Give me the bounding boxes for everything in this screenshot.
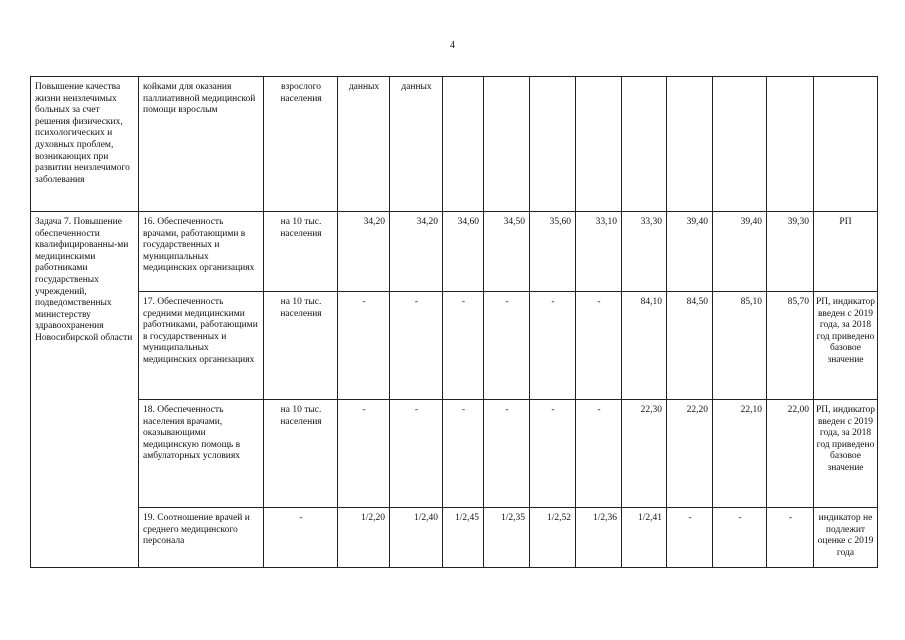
table-row: [31, 212, 878, 292]
task-cell: Задача 7. Повышение обеспеченности квалифицированны-ми медицинскими работниками государственых учреждений, подведомственных министерству здравоохранения Новосибирской области: [31, 212, 139, 568]
value-cell: [443, 77, 484, 212]
indicator-cell: 16. Обеспеченность врачами, работающими в государственных и муниципальных медицинских организациях: [139, 212, 264, 292]
value-cell: 1/2,52: [530, 508, 576, 568]
value-cell: 84,10: [622, 292, 667, 400]
note-cell: РП: [814, 212, 878, 292]
indicator-cell: 17. Обеспеченность средними медицинскими работниками, работающими в государственных и муниципальных медицинских организациях: [139, 292, 264, 400]
value-cell: 33,10: [576, 212, 622, 292]
value-cell: [576, 77, 622, 212]
value-cell: 39,40: [713, 212, 767, 292]
unit-cell: на 10 тыс. населения: [264, 292, 338, 400]
value-cell: -: [338, 292, 390, 400]
value-cell: 84,50: [667, 292, 713, 400]
note-cell: индикатор не подлежит оценке с 2019 года: [814, 508, 878, 568]
value-cell: -: [390, 400, 443, 508]
value-cell: -: [443, 400, 484, 508]
value-cell: -: [530, 400, 576, 508]
value-cell: 22,10: [713, 400, 767, 508]
value-cell: -: [530, 292, 576, 400]
note-cell: РП, индикатор введен с 2019 года, за 2018 год приведено базовое значение: [814, 292, 878, 400]
value-cell: [484, 77, 530, 212]
note-cell: РП, индикатор введен с 2019 года, за 2018 год приведено базовое значение: [814, 400, 878, 508]
value-cell: 33,30: [622, 212, 667, 292]
unit-cell: на 10 тыс. населения: [264, 212, 338, 292]
value-cell: [667, 77, 713, 212]
value-cell: 35,60: [530, 212, 576, 292]
indicator-cell: 19. Соотношение врачей и среднего медицинского персонала: [139, 508, 264, 568]
value-cell: -: [576, 292, 622, 400]
value-cell: 22,00: [767, 400, 814, 508]
note-cell: [814, 77, 878, 212]
indicators-table: [30, 76, 878, 568]
value-cell: данных: [390, 77, 443, 212]
value-cell: 34,50: [484, 212, 530, 292]
unit-cell: -: [264, 508, 338, 568]
value-cell: 1/2,41: [622, 508, 667, 568]
value-cell: -: [713, 508, 767, 568]
value-cell: [767, 77, 814, 212]
value-cell: -: [484, 292, 530, 400]
value-cell: -: [767, 508, 814, 568]
page-number: 4: [450, 40, 455, 51]
value-cell: 1/2,45: [443, 508, 484, 568]
value-cell: 1/2,20: [338, 508, 390, 568]
value-cell: [713, 77, 767, 212]
value-cell: 22,20: [667, 400, 713, 508]
value-cell: 1/2,35: [484, 508, 530, 568]
table-row: [31, 400, 878, 508]
task-cell: Повышение качества жизни неизлечимых больных за счет решения физических, психологических и духовных проблем, возникающих при развитии неизлечимого заболевания: [31, 77, 139, 212]
value-cell: [622, 77, 667, 212]
value-cell: 1/2,36: [576, 508, 622, 568]
value-cell: 34,20: [338, 212, 390, 292]
value-cell: -: [390, 292, 443, 400]
table-row: [31, 292, 878, 400]
indicator-cell: койками для оказания паллиативной медицинской помощи взрослым: [139, 77, 264, 212]
value-cell: -: [443, 292, 484, 400]
value-cell: -: [667, 508, 713, 568]
indicator-cell: 18. Обеспеченность населения врачами, оказывающими медицинскую помощь в амбулаторных условиях: [139, 400, 264, 508]
unit-cell: на 10 тыс. населения: [264, 400, 338, 508]
value-cell: 34,60: [443, 212, 484, 292]
value-cell: 85,70: [767, 292, 814, 400]
unit-cell: взрослого населения: [264, 77, 338, 212]
value-cell: [530, 77, 576, 212]
value-cell: -: [338, 400, 390, 508]
table-row: [31, 508, 878, 568]
value-cell: -: [484, 400, 530, 508]
value-cell: 85,10: [713, 292, 767, 400]
value-cell: данных: [338, 77, 390, 212]
value-cell: 22,30: [622, 400, 667, 508]
value-cell: 34,20: [390, 212, 443, 292]
value-cell: 39,30: [767, 212, 814, 292]
value-cell: 39,40: [667, 212, 713, 292]
value-cell: 1/2,40: [390, 508, 443, 568]
table-row: [31, 77, 878, 212]
value-cell: -: [576, 400, 622, 508]
